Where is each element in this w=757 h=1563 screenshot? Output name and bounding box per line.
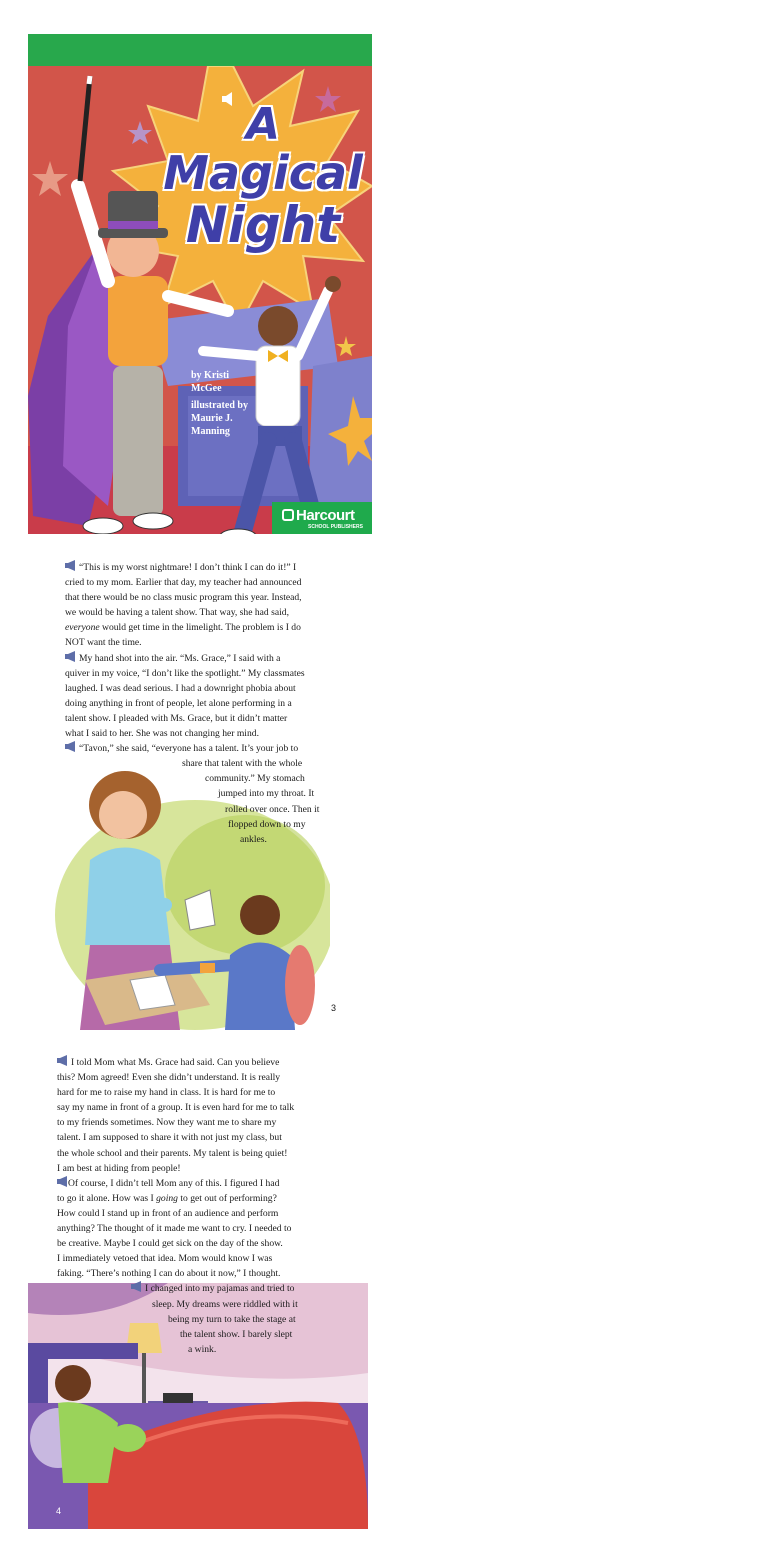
text-line: rolled over once. Then it [225,803,320,815]
text-line: be creative. Maybe I could get sick on the day of the show. [57,1238,283,1250]
text-line: jumped into my throat. It [218,788,315,800]
publisher-subtitle: SCHOOL PUBLISHERS [308,524,363,530]
text-line: to go it alone. How was I going to get out of performing? [57,1192,277,1204]
speaker-icon[interactable] [57,1176,68,1187]
illustrator-credit: illustrated by Maurie J. Manning [191,400,248,437]
text-line: “This is my worst nightmare! I don’t think I can do it!” I [65,560,319,575]
speaker-icon[interactable] [65,651,76,662]
emphasis: everyone [65,622,100,634]
text-line: sleep. My dreams were riddled with it [152,1298,298,1310]
text-line: How could I stand up in front of an audience and perform [57,1207,279,1219]
text-line: flopped down to my [228,818,306,830]
text-line: community.” My stomach [205,773,305,785]
text-line: a wink. [188,1343,217,1355]
text-line: being my turn to take the stage at [168,1313,296,1325]
text-line: “Tavon,” she said, “everyone has a talent. It’s your job to [65,741,319,756]
text-line: this? Mom agreed! Even she didn’t understand. It is really [57,1072,281,1084]
text-line: I immediately vetoed that idea. Mom would know I was [57,1253,273,1265]
book-title [158,99,368,254]
page-number: 4 [56,1506,62,1516]
harcourt-logo-icon [282,509,294,521]
text-line: laughed. I was dead serious. I had a downright phobia about [65,682,296,694]
text-line: we would be having a talent show. That way, she had said, [65,607,289,619]
text-line: to my friends sometimes. Now they want me to share my [57,1117,277,1129]
text-line: the talent show. I barely slept [180,1328,293,1340]
text-line: I am best at hiding from people! [57,1162,181,1174]
book-cover [28,34,372,534]
cover-credits [191,369,271,438]
text-line: that there would be no class music program this year. Instead, [65,592,302,604]
text-line: everyone would get time in the limelight. The problem is I do [65,622,301,634]
title-line: A [245,99,281,150]
page-3 [0,540,757,1040]
paragraph [65,560,319,847]
cover-top-banner [28,34,372,66]
text-line: faking. “There’s nothing I can do about it now,” I thought. [57,1268,281,1280]
text-line: quiver in my voice, “I don’t like the spotlight.” My classmates [65,667,305,679]
author-credit: by Kristi McGee [191,370,230,394]
text-line: My hand shot into the air. “Ms. Grace,” I said with a [65,651,319,666]
text-line: talent show. I pleaded with Ms. Grace, but it didn’t matter [65,712,288,724]
emphasis: going [156,1192,178,1204]
text-line: I changed into my pajamas and tried to [57,1281,298,1296]
page-number: 3 [331,1003,337,1013]
text-line: the whole school and their parents. My talent is being quiet! [57,1147,288,1159]
title-line: Magical [163,146,363,200]
text-line: talent. I am supposed to share it with not just my class, but [57,1132,282,1144]
paragraph [57,1055,298,1357]
text-line: Of course, I didn’t tell Mom any of this. I figured I had [57,1176,298,1191]
text-line: NOT want the time. [65,637,142,649]
text-line: cried to my mom. Earlier that day, my teacher had announced [65,577,302,589]
speaker-icon[interactable] [65,560,76,571]
speaker-icon[interactable] [131,1281,142,1292]
speaker-icon[interactable] [65,741,76,752]
text-line: I told Mom what Ms. Grace had said. Can you believe [57,1055,298,1070]
text-line: anything? The thought of it made me want to cry. I needed to [57,1223,292,1235]
publisher-name: Harcourt [296,507,355,524]
page-4 [0,1040,757,1530]
speaker-icon[interactable] [57,1055,68,1066]
text-line: share that talent with the whole [182,758,303,770]
publisher-logo [272,502,372,534]
title-line: Night [185,196,341,254]
text-line: ankles. [240,833,267,845]
text-line: say my name in front of a group. It is even hard for me to talk [57,1102,295,1114]
text-line: doing anything in front of people, let alone performing in a [65,697,292,709]
text-line: what I said to her. She was not changing her mind. [65,728,259,740]
text-line: hard for me to raise my hand in class. It is hard for me to [57,1087,276,1099]
